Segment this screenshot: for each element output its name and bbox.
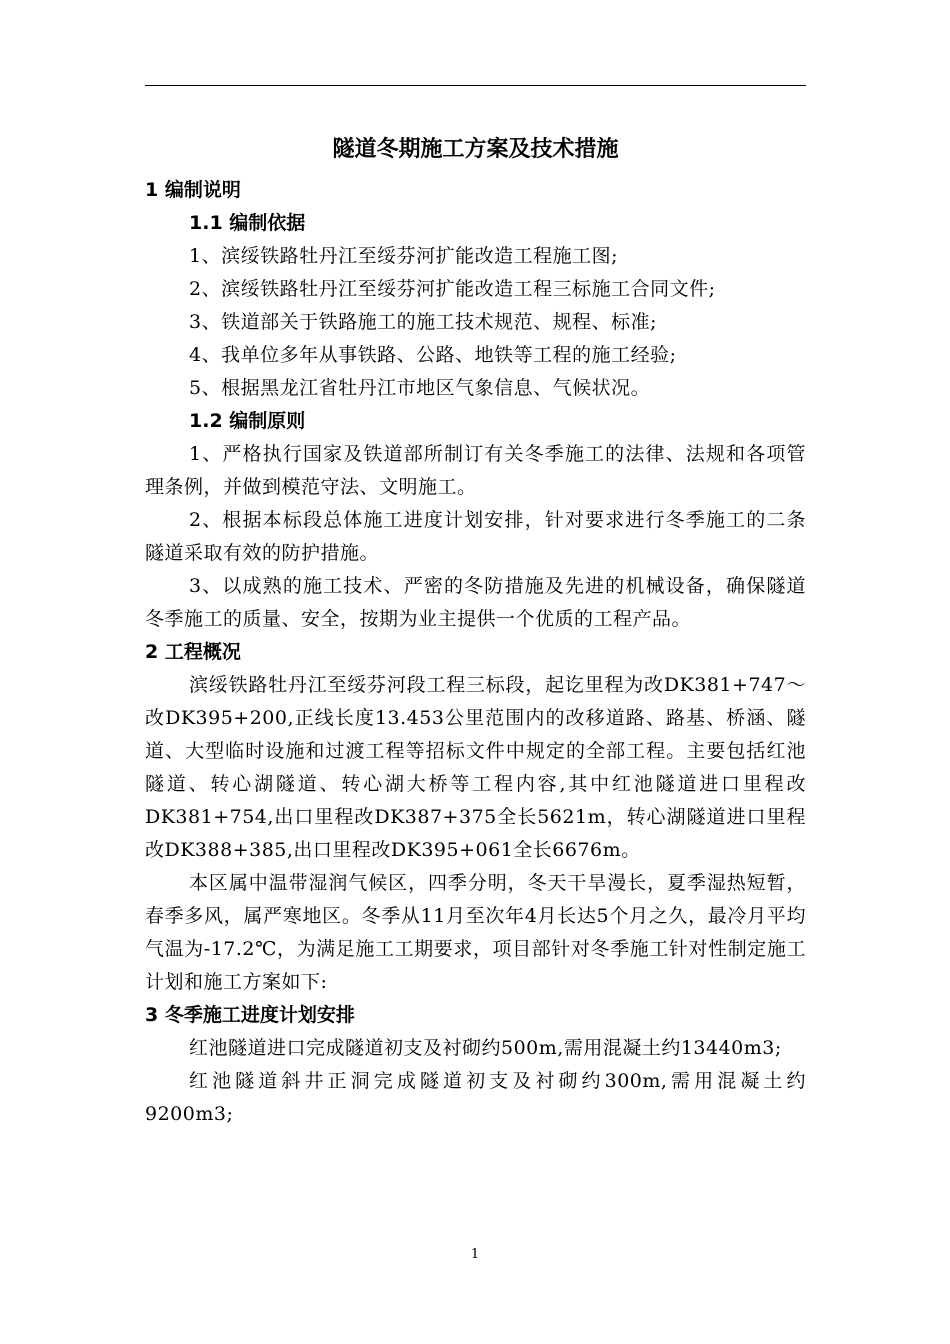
list-item: 5、根据黑龙江省牡丹江市地区气象信息、气候状况。 — [189, 377, 651, 399]
header-rule — [145, 85, 806, 86]
list-item: 1、严格执行国家及铁道部所制订有关冬季施工的法律、法规和各项管理条例，并做到模范守法、文明施工。 — [145, 443, 806, 498]
section-1-2-heading: 1.2 编制原则 — [189, 410, 306, 432]
document-body — [145, 126, 806, 1131]
list-item: 2、根据本标段总体施工进度计划安排，针对要求进行冬季施工的二条隧道采取有效的防护措施。 — [145, 509, 806, 564]
section-1-heading: 1 编制说明 — [145, 179, 241, 201]
list-item: 3、铁道部关于铁路施工的施工技术规范、规程、标准; — [189, 311, 657, 333]
list-item: 4、我单位多年从事铁路、公路、地铁等工程的施工经验; — [189, 344, 677, 366]
page-number: 1 — [470, 1247, 480, 1262]
section-2-heading: 2 工程概况 — [145, 641, 241, 663]
list-item: 3、以成熟的施工技术、严密的冬防措施及先进的机械设备，确保隧道冬季施工的质量、安全，按期为业主提供一个优质的工程产品。 — [145, 575, 806, 630]
paragraph: 滨绥铁路牡丹江至绥芬河段工程三标段，起讫里程为改DK381+747～改DK395+200,正线长度13.453公里范围内的改移道路、路基、桥涵、隧道、大型临时设施和过渡工程等招标文件中规定的全部工程。主要包括红池隧道、转心湖隧道、转心湖大桥等工程内容,其中红池隧道进口里程改DK381+754,出口里程改DK387+375全长5621m，转心湖隧道进口里程改DK388+385,出口里程改DK395+061全长6676m。 — [145, 674, 806, 861]
paragraph: 红池隧道斜井正洞完成隧道初支及衬砌约300m,需用混凝土约9200m3; — [145, 1070, 806, 1125]
list-item: 1、滨绥铁路牡丹江至绥芬河扩能改造工程施工图; — [189, 245, 618, 267]
section-3-heading: 3 冬季施工进度计划安排 — [145, 1004, 355, 1026]
paragraph: 本区属中温带湿润气候区，四季分明，冬天干旱漫长，夏季湿热短暂，春季多风，属严寒地区。冬季从11月至次年4月长达5个月之久，最冷月平均气温为-17.2℃，为满足施工工期要求，项目部针对冬季施工针对性制定施工计划和施工方案如下: — [145, 872, 806, 993]
paragraph: 红池隧道进口完成隧道初支及衬砌约500m,需用混凝土约13440m3; — [189, 1037, 782, 1059]
section-1-1-heading: 1.1 编制依据 — [189, 212, 306, 234]
document-title: 隧道冬期施工方案及技术措施 — [332, 137, 619, 162]
list-item: 2、滨绥铁路牡丹江至绥芬河扩能改造工程三标施工合同文件; — [189, 278, 716, 300]
